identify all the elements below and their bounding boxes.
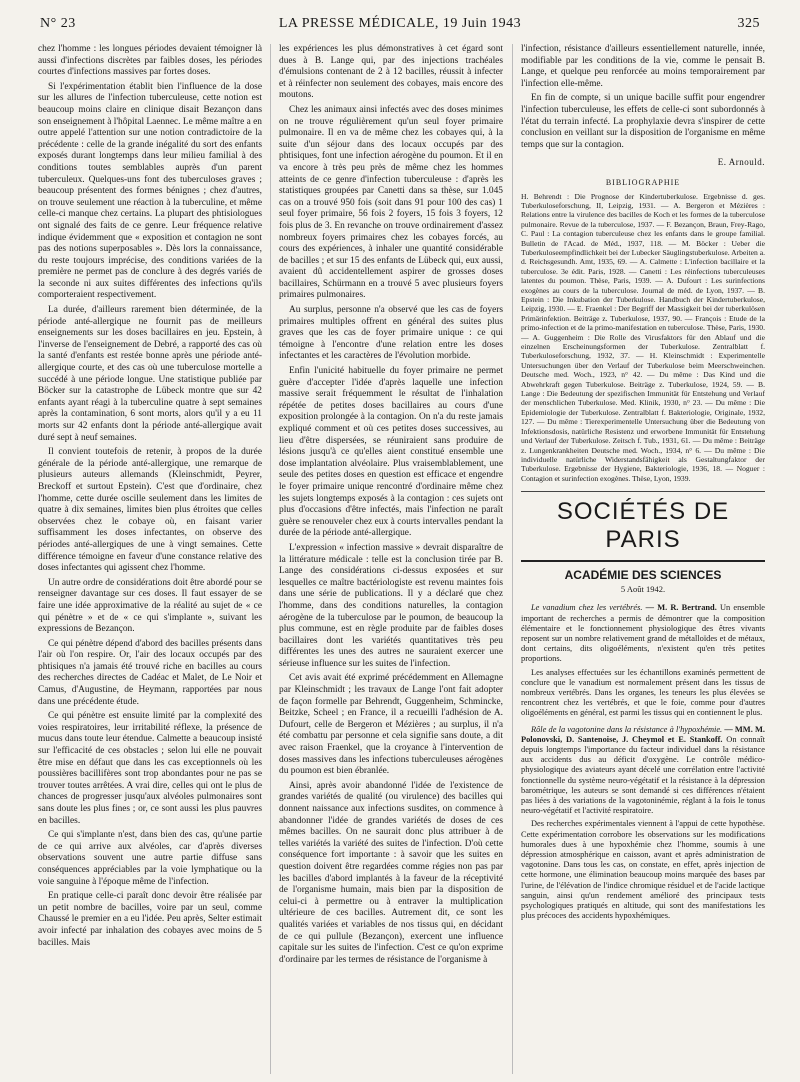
paragraph: Cet avis avait été exprimé précédemment en Allemagne par Kleinschmidt ; les travaux de Lange l'ont fait adopter de façon formelle par Behrendt, Guggenheim, Schmincke, Beitzke, Scheel ; en France, il a recueilli l'adhésion de A. Dufourt, celle de Bergeron et Mézières ; au surplus, il n'a été combattu par personne et cela signifie sans doute, a dit avec raison Fraenkel, que la croyance à l'intervention de doses massives dans les infections tuberculeuses aérogènes du poumon est bien ébranlée. xyxy=(279,673,503,777)
author-signature: E. Arnould. xyxy=(717,157,765,168)
article-text: On connaît depuis longtemps l'importance du facteur individuel dans la résistance aux accidents dus au déficit d'oxygène. Le contrôle médico-physiologique des aviateurs ayant décelé une corrélation entre l'activité fonctionnelle du système neuro-végétatif et la résistance à la dépression barométrique, les auteurs se sont demandé si ces différences n'étaient pas liées à des variations de la vagotoninémie, réglant à la fois le tonus neuro-végétatif et l'activité respiratoire. xyxy=(521,734,765,816)
paragraph: l'infection, résistance d'ailleurs essentiellement naturelle, innée, modifiable par les conditions de la vie, comme le pensait B. Lange, et quelque peu renforcée au moins temporairement par l'infection elle-même. xyxy=(521,44,765,89)
session-date: 5 Août 1942. xyxy=(620,583,666,594)
column-divider xyxy=(512,44,513,1074)
paragraph: Si l'expérimentation établit bien l'influence de la dose sur les allures de l'infection tuberculeuse, cette notion est beaucoup moins claire en clinique disait Bezançon dans son enseignement à l'hôpital Laennec. Le même maître a en outre appelé l'attention sur une notion contradictoire de la précédente : celle de la grande inégalité du sort des enfants exposés durant longtemps dans leur milieu familial à des conditions toutes semblables auprès d'un parent tuberculeux. Quelques-uns font des tuberculoses graves ; beaucoup présentent des formes bénignes ; chez d'autres, on trouve seulement une réaction à la tuberculine, et même celle-ci manque chez certains. La plupart des phtisiologues ont signalé des faits de ce genre. Leur fréquence relative indique évidemment que « exposition et contagion ne sont pas des notions superposables ». Dès lors la connaissance, du reste toujours imprécise, des conditions variées de la première ne permet pas de conclure à des degrés variés de la seconde ni aux suites différentes des infections qu'ils comporteraient respectivement. xyxy=(38,81,262,301)
paragraph: Chez les animaux ainsi infectés avec des doses minimes on ne trouve régulièrement qu'un seul foyer primaire pulmonaire. Il en va de même chez les cobayes qui, à la suite d'un séjour dans des locaux occupés par des phtisiques, font une infection aérogène du poumon. Et il en va encore à très peu près de même chez les hommes atteints de ce genre d'infection tuberculeuse : d'après les statistiques groupées par Canetti dans sa thèse, sur 1.045 cas on a trouvé 950 fois (soit dans 91 pour 100 des cas) 1 seul foyer primaire, 56 fois 2 foyers, 15 fois 3 foyers, 12 fois plus de 3. En revanche on trouve ordinairement d'assez nombreux foyers primaires chez les cobayes forcés, au cours des expériences, à inhaler une quantité considérable de bacilles ; et sur 15 des enfants de Lübeck qui, eux aussi, avaient dû accidentellement aspirer de grosses doses bacillaires, Schürmann en a trouvé 5 avec plusieurs foyers primaires pulmonaires. xyxy=(279,104,503,301)
paragraph: Ce qui pénètre est ensuite limité par la complexité des voies respiratoires, leur irritabilité réflexe, la présence de mucus dans toute leur étendue. Calmette a beaucoup insisté sur l'efficacité de ces obstacles ; selon lui elle ne pouvait être mise en défaut que dans les cas exceptionnels où les poussières bacillifères sont trop abondantes pour ne pas se trouver toutes arrêtées. A vrai dire, celles qui ont le plus de chances de progresser jusqu'aux alvéoles pulmonaires sont sans doute les plus fines ; or, ce sont aussi les plus pauvres en bacilles. xyxy=(38,711,262,826)
issue-number: N° 23 xyxy=(40,16,76,31)
bibliography-heading: BIBLIOGRAPHIE xyxy=(605,177,681,187)
paragraph: Enfin l'unicité habituelle du foyer primaire ne permet guère d'accepter l'idée d'après laquelle une infection massive serait fréquemment le résultat de l'inhalation répétée de petites doses bacillaires au cours d'une exposition prolongée à la contagion. On n'a du reste jamais expliqué comment et où ces petites doses successives, au lieu d'être dispersées, se réuniraient sans produire de lésions jusqu'à ce qu'elles aient constitué ensemble une dose implantation alvéolaire. Plus vraisemblablement, une seule des petites doses en question est efficace et engendre le foyer primaire unique rencontré d'ordinaire même chez les sujets longtemps exposés à la contagion : ces sujets ont plus d'occasions d'être infectés, mais l'infection ne paraît guère se renouveler chez eux à courts intervalles pendant la durée de la période anté-allergique. xyxy=(279,366,503,539)
article-title: Rôle de la vagotonine dans la résistance à l'hypoxhémie. xyxy=(531,724,723,734)
article-author: — MM. M. Polonovski, D. Santenoise, J. Cheymol et E. Stankoff. xyxy=(521,724,765,744)
paragraph: La durée, d'ailleurs rarement bien déterminée, de la période anté-allergique ne fournit pas de meilleurs enseignements sur les doses bacillaires en jeu. Epstein, à l'inverse de l'enseignement de Debré, a rapporté des cas où la santé d'enfants est restée bonne après une période anté-allergique courte, et des cas où une tuberculose mortelle a succédé à une période longue. Une statistique publiée par Böcker sur la catastrophe de Lübeck montre que sur 42 enfants ayant réagi à la tuberculine quatre à sept semaines après la contamination, 6 sont morts, alors qu'il y a eu 11 morts sur 42 enfants dont la période anté-allergique avait duré sept à neuf semaines. xyxy=(38,305,262,443)
paragraph: L'expression « infection massive » devrait disparaître de la littérature médicale : telle est la conclusion tirée par B. Lange des considérations ci-dessus exposées et sur lesquelles ce maître bactériologiste est revenu maintes fois dans une série de publications. Il y a déclaré que chez l'homme, dans des conditions naturelles, la contagion aérogène de la tuberculose par le poumon, de beaucoup la plus commune, est en règle produite par de faibles doses bacillaires dont les variétés quantitatives très peu différentes les unes des autres ne sauraient exercer une sérieuse influence sur les suites de l'infection. xyxy=(279,542,503,669)
section-heading: SOCIÉTÉS DE PARIS xyxy=(556,498,730,554)
paragraph: Des recherches expérimentales viennent à l'appui de cette hypothèse. Cette expérimentation corrobore les observations sur les modifications humorales dues à une hypoxhémie chez l'homme, soumis à une dépression atmosphérique en caisson, avant et après administration de vagotonine. Dans tous les cas, on constate, en effet, après injection de cette hormone, une élimination beaucoup moins marquée des bases par l'urine, de l'élévation de l'indice chromique résiduel et de l'acide lactique sanguin, ainsi qu'un rendement amélioré des principaux tests psychologiques pratiqués en altitude, qui sont des manifestations les plus précoces des accidents hypoxhémiques. xyxy=(521,819,765,921)
column-divider xyxy=(270,44,271,1074)
divider xyxy=(521,560,765,562)
page-number: 325 xyxy=(737,16,760,31)
paragraph: chez l'homme : les longues périodes devaient témoigner là aussi d'infections discrètes par faibles doses, les périodes courtes d'infections massives par fortes doses. xyxy=(38,44,262,78)
paragraph: Il convient toutefois de retenir, à propos de la durée générale de la période anté-allergique, une remarque de plusieurs auteurs allemands (Kleinschmidt, Peyrer, Breckoff et surtout Epstein). C'est que d'ordinaire, chez l'homme, cette durée oscille seulement dans les limites de quatre à dix semaines, limites bien plus étroites que celles observées chez le cobaye où, en faisant varier suffisamment les doses infectantes, on observe des périodes anté-allergiques de une à vingt semaines. Cette différence témoigne en faveur d'une constance relative des doses infectantes qui agissent chez l'homme. xyxy=(38,447,262,574)
paragraph: En fin de compte, si un unique bacille suffit pour engendrer l'infection tuberculeuse, les effets de celle-ci sont subordonnés à l'état du terrain infecté. La prophylaxie devra s'inspirer de cette conclusion en veillant sur la disposition de l'organisme en même temps que sur la contagion. xyxy=(521,93,765,150)
paragraph: les expériences les plus démonstratives à cet égard sont dues à B. Lange qui, par des injections trachéales d'émulsions contenant de 2 à 12 bacilles, réussit à infecter et à réinfecter non seulement des cobayes, mais encore des moutons. xyxy=(279,44,503,101)
page-header xyxy=(40,16,760,38)
journal-title: LA PRESSE MÉDICALE, 19 Juin 1943 xyxy=(278,16,522,31)
article-text: Un ensemble important de recherches a permis de démontrer que la composition élémentaire et le fonctionnement physiologique des êtres vivants reposent sur un nombre relativement grand de métalloïdes et de métaux, dont certains, dits oligoéléments, n'existent qu'en très petites proportions. xyxy=(521,603,765,664)
paragraph: Un autre ordre de considérations doit être abordé pour se renseigner davantage sur ces doses. Il faut essayer de se faire une idée approximative de la réalité au sujet de « ce qui pénètre » et de « ce qui s'implante », suivant les expressions de Bezançon. xyxy=(38,577,262,635)
bibliography: H. Behrendt : Die Prognose der Kindertuberkulose. Ergebnisse d. ges. Tuberkuloseforschung, II, Leipzig, 1931. — A. Bergeron et Mézières : Relations entre la virulence des bacilles de Koch et les formes de la tuberculose pulmonaire. Revue de la tuberculose, 1937. — F. Bezançon, Braun, Frey-Rago, C. Paul : La contagion tuberculeuse chez les enfants dans le groupe familial. Bulletin de l'Acad. de Méd., 1937, 118. — M. Böcker : Ueber die Tuberkuloseempfindlichkeit bei der Lubecker Säuglingstuberkulose. Arbeiten a. d. Reichsgesundh. Amt, 1935, 69. — A. Calmette : L'infection bacillaire et la tuberculose. 3e édit. Paris, 1928. — Canetti : Les réinfections tuberculeuses latentes du poumon. Thèse, Paris, 1939. — A. Dufourt : Les surinfections exogènes au cours de la tuberculose. Journal de méd. de Lyon, 1937. — B. Epstein : Die Inkubation der Tuberkulose. Handbuch der Kindertuberkulose, Leipzig, 1930. — E. Fraenkel : Der Begriff der Massigkeit bei der tuberkulösen Primärinfektion. Beiträge z. Tuberkulose, 1937, 90. — François : Etude de la primo-infection et de la primo-manifestation en tuberculose. Thèse, Paris, 1930. — A. Guggenheim : Die Rolle des Virusfaktors für den Ablauf und die einzelnen Erscheinungsformen der Tuberkulose. Zentralblatt f. Tuberkuloseforschung, 1932, 37. — H. Kleinschmidt : Experimentelle Untersuchungen über den Verlauf der Tuberkulose beim Meerschweinchen. Deutsche med. Woch., 1923, n° 42. — Du même : Das Kind und die Abwehrkraft gegen Tuberkulose. Beiträge z. Tuberkulose, 1924, 59. — B. Lange : Die Bedeutung der spezifischen Immunität für Entstehung und Verlauf der menschlichen Tuberkulose. Med. Klinik, 1930, n° 23. — Du même : Die Epidemiologie der Tuberkulose. Zentralblatt f. Bakteriologie, Originale, 1932, 127. — Du même : Tierexperimentelle Untersuchung über die Bedeutung von Infektionsdosis, natürliche Resistenz und erworbene Immunität für Entstehung und Verlauf der Tuberkulose. Zeitsch f. Tub., 1931, 61. — Du même : Beiträge z. Lungenkrankheiten Deutsche med. Woch., 1934, n° 6. — Du même : Die individuelle natürliche Widerstandsfähigkeit als Gestaltungfaktor der Tuberkulose. Ergebnisse der Hygiene, Bakteriologie, 1936, 18. — Noguer : Contagion et surinfection exogènes. Thèse, Lyon, 1939. xyxy=(521,191,765,483)
paragraph: Les analyses effectuées sur les échantillons examinés permettent de conclure que le vanadium est normalement présent dans les tissus de nombreux vertébrés. Dans les organes, les teneurs les plus élevées se rencontrent chez les vertébrés, et que le foie, comme pour d'autres oligoéléments en général, est parmi les tissus qui en contiennent le plus. xyxy=(521,667,765,718)
paragraph: Au surplus, personne n'a observé que les cas de foyers primaires multiples offrent en général des suites plus graves que les cas de foyer primaire unique : ce qui témoigne à l'encontre d'une relation entre les doses infectantes et les caractères de l'évolution morbide. xyxy=(279,305,503,362)
column-1 xyxy=(38,44,262,1074)
paragraph: Ce qui s'implante n'est, dans bien des cas, qu'une partie de ce qui arrive aux alvéoles, car d'après diverses observations souvent une autre partie diffuse sans conséquences appréciables par la voie lymphatique ou la voie sanguine à l'époque même de l'infection. xyxy=(38,830,262,887)
article-author: — M. R. Bertrand. xyxy=(645,603,717,613)
article-title: Le vanadium chez les vertébrés. xyxy=(531,603,643,613)
column-3 xyxy=(521,44,765,1074)
article-2 xyxy=(521,725,765,817)
paragraph: En pratique celle-ci paraît donc devoir être réalisée par un petit nombre de bacilles, voire par un seul, comme Chaussé le premier en a eu l'idée. Peu après, Selter estimait avoir infecté par inhalation des cobayes avec moins de 5 bacilles. Mais xyxy=(38,891,262,948)
paragraph: Ce qui pénètre dépend d'abord des bacilles présents dans l'air où l'on respire. Or, l'air des locaux occupés par des phtisiques n'a jamais été trouvé riche en bacilles au cours des recherches directes de Cadéac et Malet, de Le Noir et Camus, d'Augustine, de Heymann, rapportées par nous dans une précédente étude. xyxy=(38,638,262,707)
column-2 xyxy=(279,44,503,1074)
paragraph: Ainsi, après avoir abandonné l'idée de l'existence de grandes variétés de qualité (ou virulence) des bacilles qui donnent naissance aux infections susdites, on commence à abandonner l'idée de grandes variétés de doses de ces mêmes bacilles. On ne saurait donc plus attribuer à de telles variétés la variété des suites de l'infection. D'où cette conséquence fort importante : à savoir que les suites en question doivent être regardées comme régies non pas par les bacilles d'abord implantés à la faveur de la réceptivité de l'organisme humain, mais bien par la disposition de celui-ci à permettre ou à entraver la multiplication ultérieure de ces bacilles. Autrement dit, ce sont les qualités variées et variables de nos tissus qui, en décidant de ce qui pullule (Bezançon), exercent une influence capitale sur les suites de l'infection. C'est ce qu'on exprime d'ordinaire par les termes de résistance de l'organisme à xyxy=(279,780,503,965)
divider xyxy=(521,491,765,492)
article-1 xyxy=(521,603,765,664)
subsection-heading: ACADÉMIE DES SCIENCES xyxy=(564,568,722,583)
